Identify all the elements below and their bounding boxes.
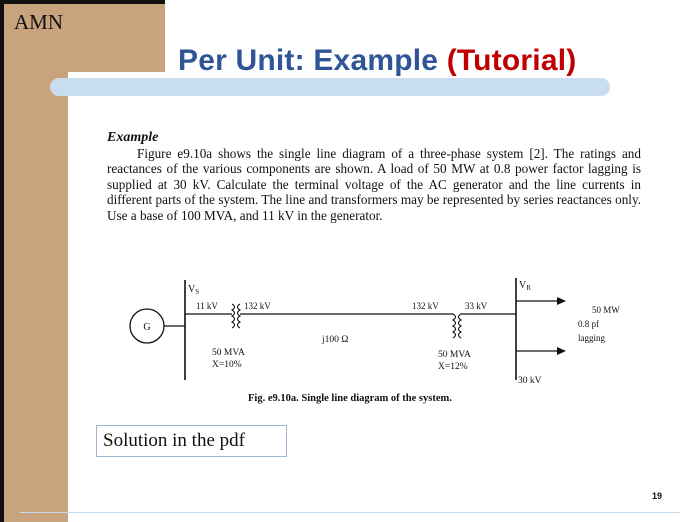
transformer-t1-primary-coil [232, 304, 235, 328]
load-arrowhead-upper [557, 297, 566, 305]
t1-lv-label: 11 kV [196, 301, 218, 311]
transformer-t2-secondary-coil [459, 314, 462, 338]
t2-lv-label: 33 kV [465, 301, 488, 311]
t2-reactance: X=12% [438, 362, 468, 372]
load-arrowhead-lower [557, 347, 566, 355]
single-line-diagram [120, 270, 640, 410]
left-border [0, 0, 4, 522]
slide-title [178, 44, 576, 78]
t2-hv-label: 132 kV [412, 301, 439, 311]
t2-rating: 50 MVA [438, 350, 471, 360]
transformer-t2-primary-coil [453, 314, 456, 338]
t1-hv-label: 132 kV [244, 301, 271, 311]
author-label: AMN [14, 10, 64, 34]
vs-label: $V_S$ [188, 284, 200, 296]
page-number: 19 [652, 491, 663, 501]
vr-label: $V_R$ [519, 280, 531, 292]
figure-caption: Fig. e9.10a. Single line diagram of the system. [248, 393, 452, 404]
bus-voltage-label: 30 kV [518, 376, 542, 386]
title-main: Per Unit: Example [178, 44, 447, 77]
load-pf: 0.8 pf [578, 319, 599, 329]
footer-divider [20, 512, 680, 513]
title-highlight: (Tutorial) [446, 44, 577, 77]
t1-reactance: X=10% [212, 360, 242, 370]
load-power: 50 MW [592, 305, 620, 315]
transformer-t1-secondary-coil [238, 304, 241, 328]
load-lagging: lagging [578, 333, 605, 343]
example-paragraph: Figure e9.10a shows the single line diagram of a three-phase system [2]. The ratings and reactances of the various components are shown. A load of 50 MW at 0.8 power factor lagging is supplied at 30 kV. Calculate the terminal voltage of the AC generator and the line currents in different parts of the system. The line and transformers may be represented by series reactances only. Use a base of 100 MVA, and 11 kV in the generator. [107, 146, 641, 223]
title-underline-bar [50, 78, 610, 96]
t1-rating: 50 MVA [212, 348, 245, 358]
solution-box: Solution in the pdf [96, 425, 287, 457]
line-impedance: j100 Ω [322, 335, 349, 345]
example-heading: Example [107, 130, 159, 145]
generator-label: G [143, 322, 151, 333]
